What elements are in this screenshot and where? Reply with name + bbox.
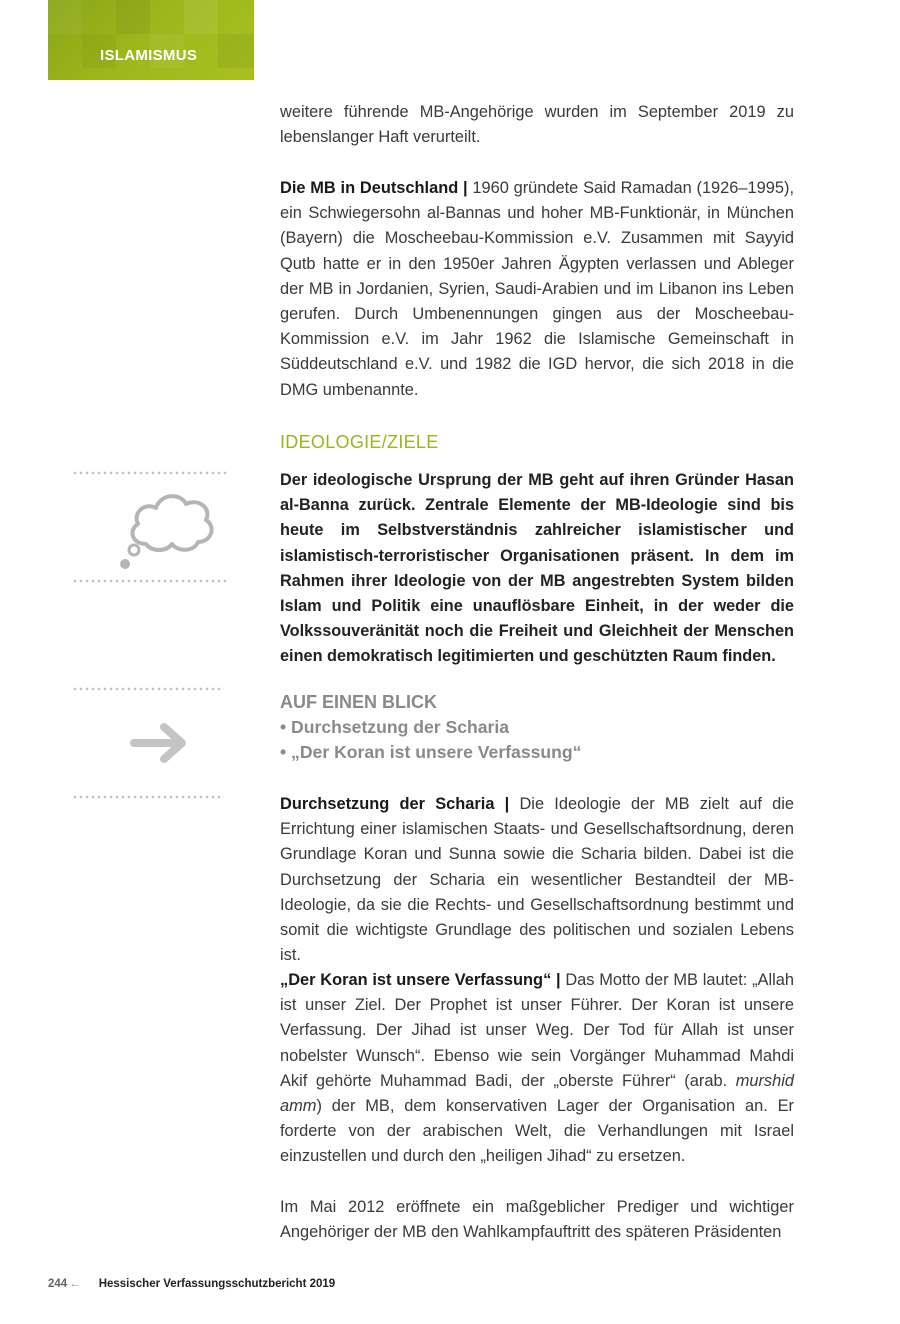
paragraph-koran-verfassung <box>280 968 794 1170</box>
publication-title: Hessischer Verfassungsschutzbericht 2019 <box>98 1278 336 1290</box>
at-a-glance-box <box>280 690 794 765</box>
paragraph-italic-term: murshid amm <box>280 1071 794 1116</box>
section-tab-label: ISLAMISMUS <box>100 47 198 64</box>
lead-paragraph: Der ideologische Ursprung der MB geht auf ihren Gründer Hasan al-Banna zurück. Zentrale Elemente der MB-Ideologie sind bis heute im Selbstverständnis zahlreicher islamistischer und islamistisch-terroristischer Organisationen präsent. In dem im Rahmen ihrer Ideologie von der MB angestrebten System bilden Islam und Politik eine unauflösbare Einheit, in der weder die Volkssouveränität noch die Freiheit und Gleichheit der Menschen einen demokratisch legitimierten und geschützten Raum finden. <box>280 471 794 666</box>
dotted-divider <box>72 471 228 475</box>
paragraph-body: Die Ideologie der MB zielt auf die Errichtung einer islamischen Staats- und Gesellschaftsordnung, deren Grundlage Koran und Sunna sowie die Scharia bilden. Dabei ist die Durchsetzung der Scharia ein wesentlicher Bestandteil der MB-Ideologie, da sie die Rechts- und Gesellschaftsordnung bestimmt und somit die wichtigste Grundlage des politischen und sozialen Lebens ist. <box>280 795 794 965</box>
arrow-right-icon <box>128 718 192 768</box>
section-heading: IDEOLOGIE/ZIELE <box>280 432 439 452</box>
paragraph-scharia <box>280 792 794 968</box>
paragraph-body: Das Motto der MB lautet: „Allah ist unser Ziel. Der Prophet ist unser Führer. Der Koran ist unsere Verfassung. Der Jihad ist unser Weg. Der Tod für Allah ist unser nobelster Wunsch“. Ebenso wie sein Vorgänger Muhammad Mahdi Akif gehörte Muhammad Badi, der „oberste Führer“ (arab. <box>280 971 794 1090</box>
paragraph-label: Durchsetzung der Scharia | <box>280 795 510 813</box>
dotted-divider <box>72 687 224 691</box>
list-item: • „Der Koran ist unsere Verfassung“ <box>280 742 582 762</box>
dotted-divider <box>72 579 228 583</box>
paragraph-label: Die MB in Deutschland | <box>280 179 468 197</box>
paragraph-mai-2012: Im Mai 2012 eröffnete ein maßgeblicher Prediger und wichtiger Angehöriger der MB den Wahlkampfauftritt des späteren Präsidenten <box>280 1198 794 1242</box>
page-number: 244 <box>48 1278 68 1290</box>
list-item: • Durchsetzung der Scharia <box>280 717 510 737</box>
tab-mosaic-pattern <box>48 0 254 80</box>
paragraph-label: „Der Koran ist unsere Verfassung“ | <box>280 971 561 989</box>
page-footer <box>48 1278 335 1290</box>
at-a-glance-title: AUF EINEN BLICK <box>280 692 437 712</box>
dotted-divider <box>72 795 224 799</box>
at-a-glance-list <box>280 715 794 765</box>
paragraph-body: 1960 gründete Said Ramadan (1926–1995), ein Schwiegersohn al-Bannas und hoher MB-Funktionär, in München (Bayern) die Moscheebau-Kommission e.V. Zusammen mit Sayyid Qutb hatte er in den 1950er Jahren Ägypten verlassen und Ableger der MB in Jordanien, Syrien, Saudi-Arabien und im Libanon ins Leben gerufen. Durch Umbenennungen gingen aus der Moscheebau-Kommission e.V. im Jahr 1962 die Islamische Gemeinschaft in Süddeutschland e.V. und 1982 die IGD hervor, die sich 2018 in die DMG umbenannte. <box>280 179 794 399</box>
paragraph-continued: weitere führende MB-Angehörige wurden im September 2019 zu lebenslanger Haft verurteilt. <box>280 103 794 147</box>
arrow-left-icon[interactable]: ← <box>69 1278 81 1290</box>
thought-bubble-icon <box>116 486 220 572</box>
paragraph-body: ) der MB, dem konservativen Lager der Organisation an. Er forderte von der arabischen Welt, die Verhandlungen mit Israel einzustellen und durch den „heiligen Jihad“ zu ersetzen. <box>280 1097 794 1166</box>
section-tab <box>48 0 254 80</box>
paragraph-mb-in-deutschland <box>280 176 794 403</box>
